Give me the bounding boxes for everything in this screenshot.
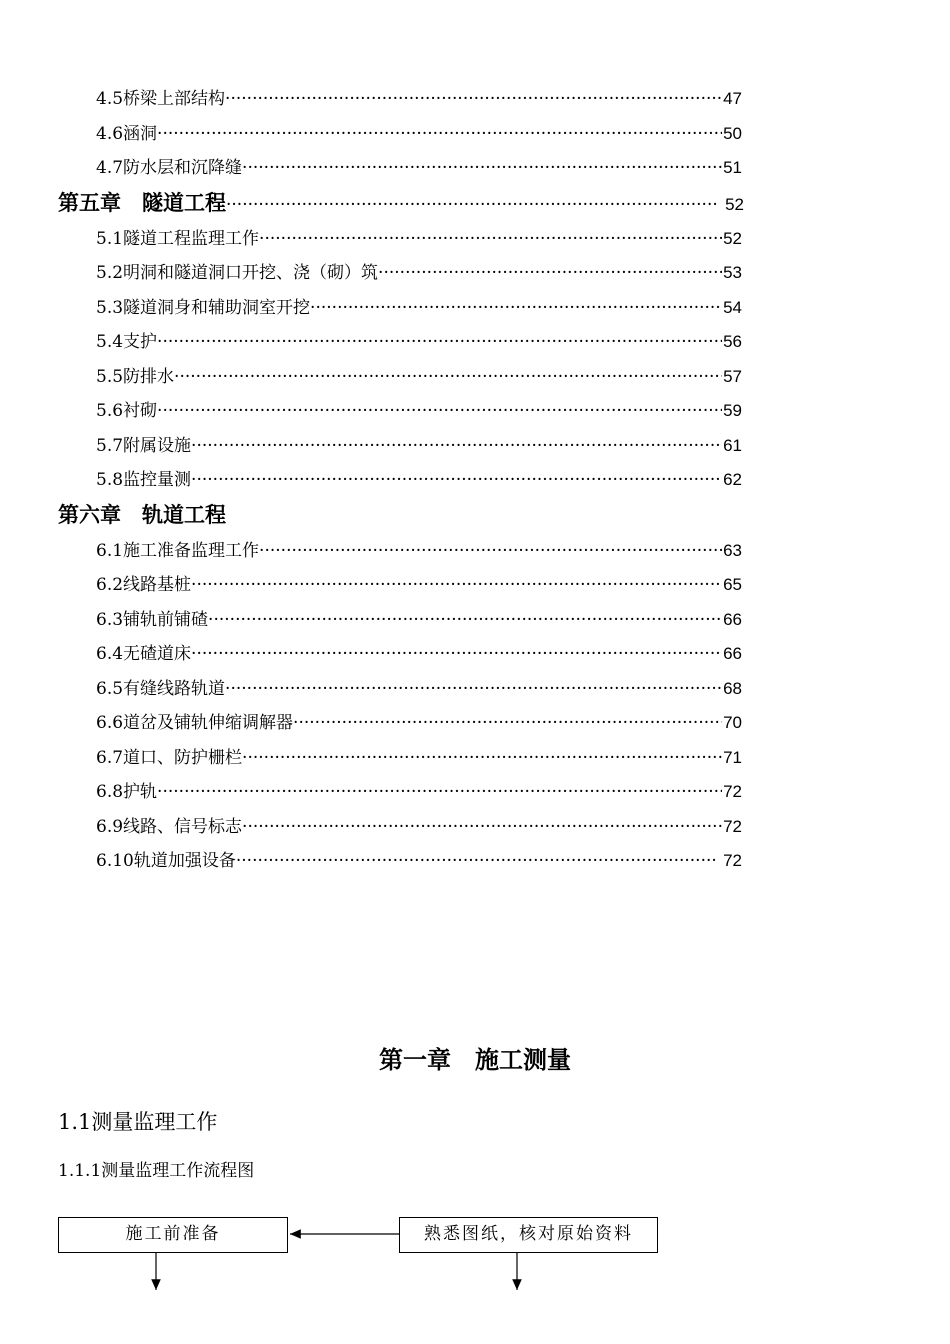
toc-entry-title: 4.7防水层和沉降缝 <box>96 158 243 178</box>
toc-entry-title: 6.3铺轨前铺碴 <box>96 610 209 630</box>
toc-page-number: 52 <box>720 195 744 214</box>
toc-page-number: 51 <box>723 158 742 177</box>
toc-entry-title: 4.5桥梁上部结构 <box>96 89 226 109</box>
toc-entry-title: 5.1隧道工程监理工作 <box>96 229 260 249</box>
toc-entry-title: 6.9线路、信号标志 <box>96 817 243 837</box>
toc-entry-title: 6.5有缝线路轨道 <box>96 679 226 699</box>
toc-page-number: 50 <box>723 124 742 143</box>
toc-chapter-title: 第六章 轨道工程 <box>58 502 226 527</box>
toc-entry-title: 5.8监控量测 <box>96 470 192 490</box>
toc-entry-title: 6.2线路基桩 <box>96 575 192 595</box>
toc-page-number: 72 <box>718 851 742 870</box>
toc-page-number: 70 <box>723 713 742 732</box>
subsection-heading: 1.1.1测量监理工作流程图 <box>58 1161 255 1181</box>
toc-entry-title: 5.2明洞和隧道洞口开挖、浇（砌）筑 <box>96 263 379 283</box>
toc-page-number: 65 <box>723 575 742 594</box>
flowchart-box-review-drawings: 熟悉图纸，核对原始资料 <box>399 1217 658 1253</box>
toc-entry-title: 6.4无碴道床 <box>96 644 192 664</box>
toc-page-number: 57 <box>723 367 742 386</box>
toc-entry-title: 4.6涵洞 <box>96 124 158 144</box>
toc-entry-title: 6.8护轨 <box>96 782 158 802</box>
toc-page-number: 71 <box>723 748 742 767</box>
toc-entry-title: 5.7附属设施 <box>96 436 192 456</box>
toc-page-number: 52 <box>723 229 742 248</box>
flowchart-box-preparation: 施工前准备 <box>58 1217 288 1253</box>
toc-entry-title: 6.1施工准备监理工作 <box>96 541 260 561</box>
toc-page-number: 61 <box>723 436 742 455</box>
toc-entry-title: 6.10轨道加强设备 <box>96 851 236 871</box>
section-heading: 1.1测量监理工作 <box>58 1110 218 1134</box>
toc-page-number: 53 <box>723 263 742 282</box>
toc-entry-title: 5.5防排水 <box>96 367 175 387</box>
toc-entry-title: 6.7道口、防护栅栏 <box>96 748 243 768</box>
toc-page-number: 54 <box>723 298 742 317</box>
chapter-heading: 第一章 施工测量 <box>379 1045 571 1074</box>
toc-entry-title: 6.6道岔及铺轨伸缩调解器 <box>96 713 294 733</box>
toc-page-number: 62 <box>723 470 742 489</box>
toc-chapter-title: 第五章 隧道工程 <box>58 190 226 215</box>
toc-entry-title: 5.6衬砌 <box>96 401 158 421</box>
toc-entry-title: 5.4支护 <box>96 332 158 352</box>
toc-page-number: 66 <box>723 610 742 629</box>
toc-page-number: 72 <box>723 817 742 836</box>
toc-page-number: 47 <box>723 89 742 108</box>
toc-page-number: 56 <box>723 332 742 351</box>
toc-page-number: 72 <box>723 782 742 801</box>
toc-page-number: 63 <box>723 541 742 560</box>
toc-page-number: 68 <box>723 679 742 698</box>
toc-page-number: 66 <box>723 644 742 663</box>
toc-page-number: 59 <box>723 401 742 420</box>
toc-entry-title: 5.3隧道洞身和辅助洞室开挖 <box>96 298 311 318</box>
